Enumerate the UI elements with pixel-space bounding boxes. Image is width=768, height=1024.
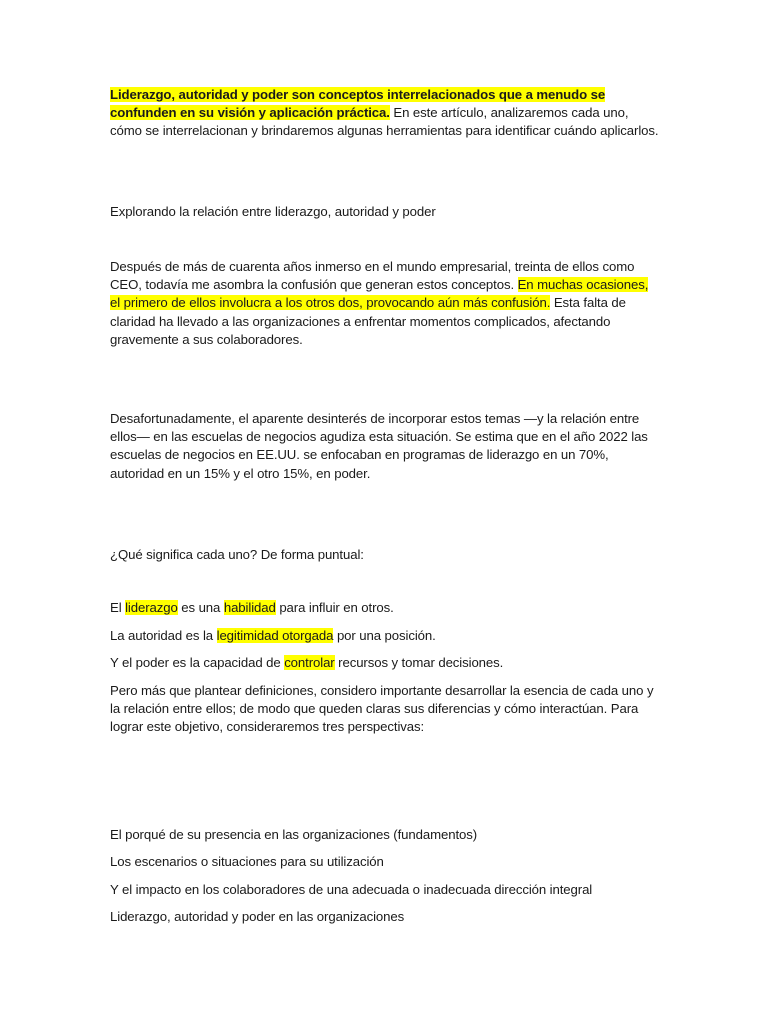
highlighted-term-liderazgo: liderazgo — [125, 600, 178, 615]
perspective-item-1 — [110, 826, 660, 844]
perspective-item-3 — [110, 881, 660, 899]
experience-text-continued: Esta falta de claridad ha llevado a las organizaciones a enfrentar momentos complicados, afectando gravemente a sus colaboradores. — [110, 295, 626, 347]
definition-text: para influir en otros. — [275, 600, 394, 615]
definition-text: por una posición. — [333, 628, 436, 643]
experience-paragraph — [110, 258, 660, 349]
perspectives-intro-paragraph — [110, 682, 660, 737]
definition-text: Y el poder es la capacidad de — [110, 655, 285, 670]
definition-text: es una — [177, 600, 224, 615]
definition-poder — [110, 654, 660, 672]
business-schools-paragraph — [110, 410, 660, 483]
question-line — [110, 546, 660, 564]
definition-autoridad — [110, 627, 660, 645]
question-text: ¿Qué significa cada uno? De forma puntual: — [110, 547, 364, 562]
highlighted-term-legitimidad: legitimidad otorgada — [216, 628, 334, 643]
heading-text: Liderazgo, autoridad y poder en las organizaciones — [110, 909, 405, 924]
perspective-text: El porqué de su presencia en las organizaciones (fundamentos) — [110, 827, 478, 842]
highlighted-term-controlar: controlar — [284, 655, 335, 670]
definition-liderazgo — [110, 599, 660, 617]
experience-text: Después de más de cuarenta años inmerso en el mundo empresarial, treinta de ellos como CEO, todavía me asombra la confusión que generan estos conceptos. — [110, 259, 635, 293]
business-schools-text: Desafortunadamente, el aparente desinterés de incorporar estos temas —y la relación entre ellos— en las escuelas de negocios agudiza esta situación. Se estima que en el año 2022 las escuelas de negocios en EE.UU. se enfocaban en programas de liderazgo en un 70%, autoridad en un 15% y el otro 15%, en poder. — [110, 411, 648, 481]
definition-text: recursos y tomar decisiones. — [334, 655, 504, 670]
definition-text: El — [110, 600, 126, 615]
intro-paragraph — [110, 86, 660, 141]
definition-text: La autoridad es la — [110, 628, 217, 643]
perspective-item-2 — [110, 853, 660, 871]
perspective-text: Los escenarios o situaciones para su utilización — [110, 854, 384, 869]
section-heading-organizaciones — [110, 908, 660, 926]
heading-text: Explorando la relación entre liderazgo, autoridad y poder — [110, 204, 436, 219]
section-heading-explorando — [110, 203, 660, 221]
perspective-text: Y el impacto en los colaboradores de una adecuada o inadecuada dirección integral — [110, 882, 593, 897]
highlighted-term-habilidad: habilidad — [223, 600, 276, 615]
intro-highlighted-statement: Liderazgo, autoridad y poder son conceptos interrelacionados que a menudo se confunden en su visión y aplicación práctica. — [110, 87, 606, 121]
experience-highlighted-statement: En muchas ocasiones, el primero de ellos involucra a los otros dos, provocando aún más confusión. — [110, 277, 649, 311]
perspectives-intro-text: Pero más que plantear definiciones, considero importante desarrollar la esencia de cada uno y la relación entre ellos; de modo que queden claras sus diferencias y cómo interactúan. Para lograr este objetivo, consideraremos tres perspectivas: — [110, 683, 654, 735]
intro-text: En este artículo, analizaremos cada uno, cómo se interrelacionan y brindaremos algunas herramientas para identificar cuándo aplicarlos. — [110, 105, 659, 139]
